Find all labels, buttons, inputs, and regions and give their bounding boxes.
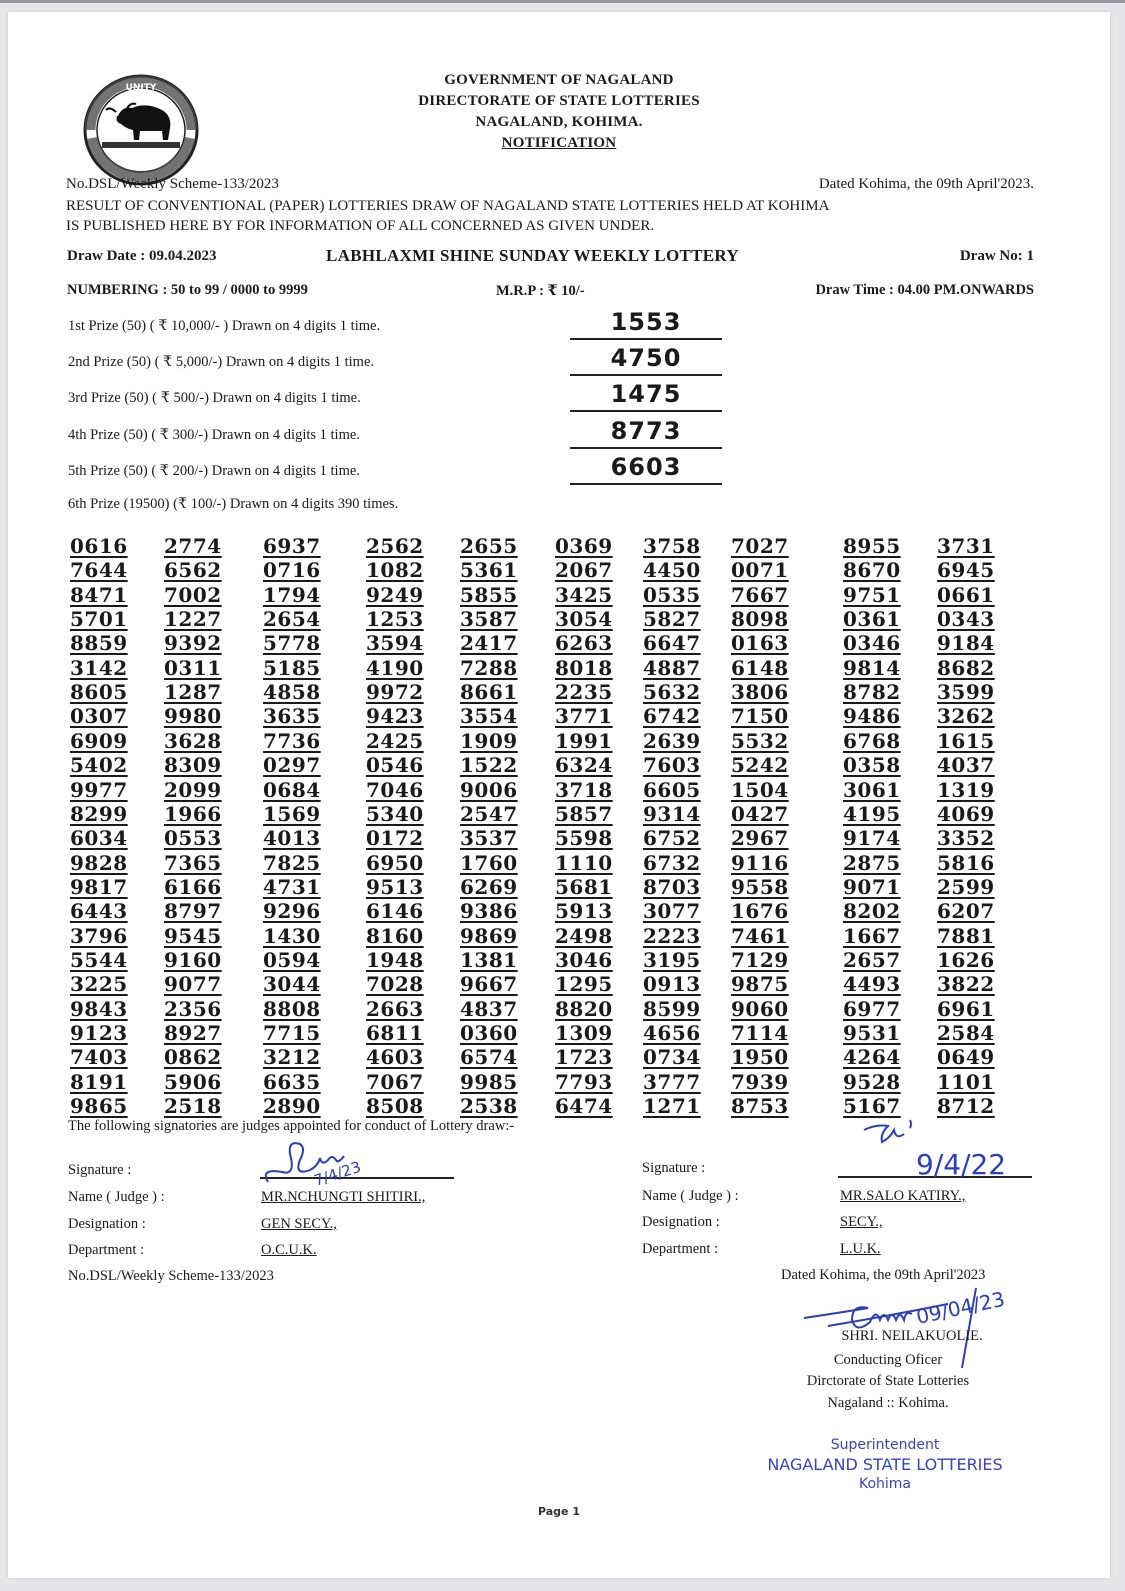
sixth-prize-number: 8955 (843, 534, 901, 558)
sixth-prize-number: 0535 (643, 582, 701, 607)
sixth-prize-number: 0862 (164, 1045, 222, 1070)
sixth-prize-number: 5167 (843, 1094, 901, 1119)
sixth-prize-number: 0358 (843, 753, 901, 778)
sixth-prize-number: 8191 (70, 1069, 128, 1094)
sixth-prize-number: 3599 (937, 680, 995, 705)
sixth-prize-number: 6263 (555, 631, 613, 656)
sixth-prize-number: 7365 (164, 850, 222, 875)
header-location: NAGALAND, KOHIMA. (475, 114, 643, 130)
sixth-prize-number: 1626 (937, 947, 995, 972)
sixth-prize-number: 8018 (555, 655, 613, 680)
sixth-prize-number: 0172 (366, 826, 424, 851)
prize-5-number: 6603 (570, 453, 722, 485)
sixth-prize-number: 0427 (731, 801, 789, 826)
sixth-prize-number: 9869 (460, 923, 518, 948)
judge-1-designation-label: Designation : (68, 1216, 146, 1232)
sixth-prize-number: 0361 (843, 607, 901, 632)
sixth-prize-number: 2875 (843, 850, 901, 875)
sixth-prize-number: 8808 (263, 996, 321, 1021)
sixth-prize-number: 3635 (263, 704, 321, 729)
sixth-prize-number: 5855 (460, 582, 518, 607)
sixth-prize-number: 5816 (937, 850, 995, 875)
sixth-prize-number: 4069 (937, 801, 995, 826)
sixth-prize-number: 6574 (460, 1045, 518, 1070)
prize-1-label: 1st Prize (50) ( ₹ 10,000/- ) Drawn on 4 digits 1 time. (68, 318, 381, 334)
sixth-prize-number: 2639 (643, 728, 701, 753)
sixth-prize-number: 2498 (555, 923, 613, 948)
sixth-prize-number: 5906 (164, 1069, 222, 1094)
sixth-prize-number: 0163 (731, 631, 789, 656)
footer-dated: Dated Kohima, the 09th April'2023 (781, 1267, 986, 1283)
sixth-prize-number: 3044 (263, 972, 321, 997)
officer-signature-date: 09/04/23 (914, 1286, 1007, 1329)
sixth-prize-number: 6207 (937, 899, 995, 924)
sixth-prize-number: 9423 (366, 704, 424, 729)
prize-3-number: 1475 (570, 380, 722, 412)
sixth-prize-number: 1110 (555, 850, 613, 875)
sixth-prize-number: 1723 (555, 1045, 613, 1070)
judge-1-signature-date: 7/4/23 (311, 1157, 364, 1190)
sixth-prize-number: 4493 (843, 972, 901, 997)
sixth-prize-number: 4037 (937, 753, 995, 778)
sixth-prize-number: 2562 (366, 534, 424, 558)
sixth-prize-number: 0343 (937, 607, 995, 632)
sixth-prize-number: 8782 (843, 680, 901, 705)
sixth-prize-number: 5632 (643, 680, 701, 705)
judge-2-department: L.U.K. (840, 1241, 881, 1257)
sixth-prize-number: 1948 (366, 947, 424, 972)
draw-time: Draw Time : 04.00 PM.ONWARDS (815, 282, 1034, 298)
sixth-prize-number: 8859 (70, 631, 128, 656)
sixth-prize-number: 0346 (843, 631, 901, 656)
sixth-prize-number: 3587 (460, 607, 518, 632)
sixth-prize-number: 0616 (70, 534, 128, 558)
sixth-prize-number: 4013 (263, 826, 321, 851)
judge-2-department-label: Department : (642, 1241, 719, 1257)
sixth-prize-number: 3054 (555, 607, 613, 632)
sixth-prize-number: 9828 (70, 850, 128, 875)
sixth-prize-number: 8309 (164, 753, 222, 778)
sixth-prize-number: 2655 (460, 534, 518, 558)
sixth-prize-number: 6324 (555, 753, 613, 778)
stamp-superintendent: Superintendent (830, 1437, 940, 1453)
sixth-prize-number: 1966 (164, 801, 222, 826)
sixth-prize-number: 8927 (164, 1021, 222, 1045)
judge-2-signature-icon (858, 1116, 1038, 1182)
window-top-edge (0, 0, 1125, 3)
sixth-prize-number: 7046 (366, 777, 424, 802)
sixth-prize-number: 1504 (731, 777, 789, 802)
sixth-prize-number: 6474 (555, 1094, 613, 1119)
sixth-prize-number: 8661 (460, 680, 518, 705)
sixth-prize-number: 9875 (731, 972, 789, 997)
intro-line-2: IS PUBLISHED HERE BY FOR INFORMATION OF ALL CONCERNED AS GIVEN UNDER. (66, 218, 655, 234)
sixth-prize-number: 7461 (731, 923, 789, 948)
sixth-prize-number: 9184 (937, 631, 995, 656)
sixth-prize-number: 5827 (643, 607, 701, 632)
sixth-prize-number: 7715 (263, 1021, 321, 1045)
sixth-prize-number: 5361 (460, 558, 518, 583)
sixth-prize-number: 8712 (937, 1094, 995, 1119)
sixth-prize-number: 2547 (460, 801, 518, 826)
sixth-prize-number: 1950 (731, 1045, 789, 1070)
sixth-prize-number: 4837 (460, 996, 518, 1021)
judge-2-signature-date: 9/4/22 (916, 1148, 1007, 1181)
sixth-prize-number: 3262 (937, 704, 995, 729)
sixth-prize-number: 2356 (164, 996, 222, 1021)
sixth-prize-number: 1101 (937, 1069, 995, 1094)
sixth-prize-number: 7825 (263, 850, 321, 875)
sixth-prize-number: 0071 (731, 558, 789, 583)
sixth-prize-number: 6909 (70, 728, 128, 753)
sixth-prize-number: 2538 (460, 1094, 518, 1119)
sixth-prize-number: 9545 (164, 923, 222, 948)
sixth-prize-number: 0716 (263, 558, 321, 583)
sixth-prize-number: 3195 (643, 947, 701, 972)
sixth-prize-number: 7028 (366, 972, 424, 997)
sixth-prize-number: 1319 (937, 777, 995, 802)
sixth-prize-number: 0311 (164, 655, 222, 680)
page-number: Page 1 (537, 1505, 580, 1518)
sixth-prize-number: 0360 (460, 1021, 518, 1045)
sixth-prize-number: 3537 (460, 826, 518, 851)
judge-1-name-label: Name ( Judge ) : (68, 1189, 165, 1205)
sixth-prize-number: 2890 (263, 1094, 321, 1119)
sixth-prize-number: 8753 (731, 1094, 789, 1119)
sixth-prize-number: 5402 (70, 753, 128, 778)
prize-1-number: 1553 (570, 308, 722, 340)
sixth-prize-number: 9123 (70, 1021, 128, 1045)
sixth-prize-number: 1082 (366, 558, 424, 583)
sixth-prize-number: 2657 (843, 947, 901, 972)
sixth-prize-number: 9751 (843, 582, 901, 607)
judge-1-department: O.C.U.K. (261, 1242, 317, 1258)
sixth-prize-number: 3425 (555, 582, 613, 607)
sixth-prize-number: 2599 (937, 874, 995, 899)
sixth-prize-number: 6950 (366, 850, 424, 875)
sixth-prize-number: 7939 (731, 1069, 789, 1094)
sixth-prize-number: 8682 (937, 655, 995, 680)
sixth-prize-number: 8202 (843, 899, 901, 924)
sixth-prize-number: 7644 (70, 558, 128, 583)
header-government: GOVERNMENT OF NAGALAND (444, 72, 674, 88)
sixth-prize-number: 6977 (843, 996, 901, 1021)
sixth-prize-number: 9977 (70, 777, 128, 802)
sixth-prize-number: 8703 (643, 874, 701, 899)
sixth-prize-number: 2425 (366, 728, 424, 753)
sixth-prize-number: 3771 (555, 704, 613, 729)
sixth-prize-number: 1676 (731, 899, 789, 924)
emblem-top-text: UNITY (125, 83, 157, 93)
judge-2-name-label: Name ( Judge ) : (642, 1188, 739, 1204)
sixth-prize-number: 5681 (555, 874, 613, 899)
sixth-prize-number: 9486 (843, 704, 901, 729)
sixth-prize-number: 2235 (555, 680, 613, 705)
sixth-prize-number: 9386 (460, 899, 518, 924)
sixth-prize-number: 3225 (70, 972, 128, 997)
officer-department: Dirctorate of State Lotteries (806, 1373, 970, 1389)
draw-date: Draw Date : 09.04.2023 (67, 248, 217, 264)
sixth-prize-number: 4887 (643, 655, 701, 680)
sixth-prize-number: 3806 (731, 680, 789, 705)
sixth-prize-number: 9972 (366, 680, 424, 705)
sixth-prize-number: 1253 (366, 607, 424, 632)
sixth-prize-number: 3077 (643, 899, 701, 924)
reference-dated: Dated Kohima, the 09th April'2023. (818, 176, 1034, 192)
sixth-prize-number: 3554 (460, 704, 518, 729)
footer-reference-number: No.DSL/Weekly Scheme-133/2023 (68, 1268, 274, 1284)
sixth-prize-number: 6605 (643, 777, 701, 802)
sixth-prize-number: 1227 (164, 607, 222, 632)
sixth-prize-number: 6148 (731, 655, 789, 680)
sixth-prize-number: 0594 (263, 947, 321, 972)
sixth-prize-number: 3628 (164, 728, 222, 753)
judge-1-name: MR.NCHUNGTI SHITIRI., (261, 1189, 426, 1205)
sixth-prize-number: 6961 (937, 996, 995, 1021)
sixth-prize-number: 9985 (460, 1069, 518, 1094)
sixth-prize-number: 4264 (843, 1045, 901, 1070)
sixth-prize-number: 9558 (731, 874, 789, 899)
sixth-prize-number: 5532 (731, 728, 789, 753)
sixth-prize-number: 9865 (70, 1094, 128, 1119)
intro-line-1: RESULT OF CONVENTIONAL (PAPER) LOTTERIES DRAW OF NAGALAND STATE LOTTERIES HELD AT KOHIMA (66, 198, 830, 214)
sixth-prize-number: 6768 (843, 728, 901, 753)
sixth-prize-number: 2654 (263, 607, 321, 632)
sixth-prize-number: 6034 (70, 826, 128, 851)
sixth-prize-number: 9667 (460, 972, 518, 997)
sixth-prize-number: 9513 (366, 874, 424, 899)
sixth-prize-number: 1271 (643, 1094, 701, 1119)
sixth-prize-number: 7067 (366, 1069, 424, 1094)
sixth-prize-number: 5778 (263, 631, 321, 656)
sixth-prize-number: 9006 (460, 777, 518, 802)
judge-2-designation-label: Designation : (642, 1214, 720, 1230)
judge-1-designation: GEN SECY., (261, 1216, 337, 1232)
sixth-prize-number: 3212 (263, 1045, 321, 1070)
sixth-prize-number: 3046 (555, 947, 613, 972)
sixth-prize-number: 7288 (460, 655, 518, 680)
sixth-prize-number: 5913 (555, 899, 613, 924)
sixth-prize-number: 9116 (731, 850, 789, 875)
sixth-prize-number: 7603 (643, 753, 701, 778)
sixth-prize-number: 5598 (555, 826, 613, 851)
sixth-prize-number: 7793 (555, 1069, 613, 1094)
sixth-prize-number: 2584 (937, 1021, 995, 1045)
sixth-prize-number: 0297 (263, 753, 321, 778)
judge-2-name: MR.SALO KATIRY., (840, 1188, 966, 1204)
sixth-prize-number: 6811 (366, 1021, 424, 1045)
sixth-prize-number: 0649 (937, 1045, 995, 1070)
sixth-prize-number: 4603 (366, 1045, 424, 1070)
prize-3-label: 3rd Prize (50) ( ₹ 500/-) Drawn on 4 digits 1 time. (68, 390, 361, 406)
header-notification: NOTIFICATION (501, 135, 617, 151)
sixth-prize-number: 7881 (937, 923, 995, 948)
sixth-prize-number: 9817 (70, 874, 128, 899)
sixth-prize-number: 2417 (460, 631, 518, 656)
sixth-prize-number: 1522 (460, 753, 518, 778)
sixth-prize-number: 8508 (366, 1094, 424, 1119)
sixth-prize-number: 6269 (460, 874, 518, 899)
sixth-prize-number: 0734 (643, 1045, 701, 1070)
prize-6-label: 6th Prize (19500) (₹ 100/-) Drawn on 4 digits 390 times. (68, 496, 399, 512)
sixth-prize-number: 7027 (731, 534, 789, 558)
sixth-prize-number: 5701 (70, 607, 128, 632)
sixth-prize-number: 9528 (843, 1069, 901, 1094)
sixth-prize-number: 2067 (555, 558, 613, 583)
sixth-prize-number: 6443 (70, 899, 128, 924)
judges-intro: The following signatories are judges appointed for conduct of Lottery draw:- (68, 1118, 515, 1134)
stamp-kohima: Kohima (858, 1476, 912, 1492)
sixth-prize-number: 6562 (164, 558, 222, 583)
sixth-prize-number: 7403 (70, 1045, 128, 1070)
sixth-prize-number: 1909 (460, 728, 518, 753)
draw-number: Draw No: 1 (959, 248, 1034, 264)
sixth-prize-number: 1615 (937, 728, 995, 753)
sixth-prize-number: 8670 (843, 558, 901, 583)
sixth-prize-number: 7129 (731, 947, 789, 972)
sixth-prize-number: 2967 (731, 826, 789, 851)
stamp-nagaland-state-lotteries: NAGALAND STATE LOTTERIES (767, 1455, 1003, 1474)
reference-number: No.DSL/Weekly Scheme-133/2023 (66, 176, 279, 192)
judge-2-designation: SECY., (840, 1214, 883, 1230)
sixth-prize-number: 3731 (937, 534, 995, 558)
sixth-prize-number: 0369 (555, 534, 613, 558)
sixth-prize-number: 0546 (366, 753, 424, 778)
sixth-prize-number: 1430 (263, 923, 321, 948)
sixth-prize-number: 6647 (643, 631, 701, 656)
sixth-prize-number: 6742 (643, 704, 701, 729)
sixth-prize-number: 9314 (643, 801, 701, 826)
sixth-prize-number: 5185 (263, 655, 321, 680)
sixth-prize-number: 4858 (263, 680, 321, 705)
sixth-prize-number: 3777 (643, 1069, 701, 1094)
sixth-prize-number: 3822 (937, 972, 995, 997)
mrp-price: M.R.P : ₹ 10/- (496, 283, 585, 299)
sixth-prize-number: 8605 (70, 680, 128, 705)
sixth-prize-number: 9392 (164, 631, 222, 656)
sixth-prize-number: 3796 (70, 923, 128, 948)
sixth-prize-number: 0661 (937, 582, 995, 607)
sixth-prize-number: 0553 (164, 826, 222, 851)
prize-4-label: 4th Prize (50) ( ₹ 300/-) Drawn on 4 digits 1 time. (68, 427, 360, 443)
sixth-prize-number: 1287 (164, 680, 222, 705)
sixth-prize-number: 1760 (460, 850, 518, 875)
sixth-prize-number: 8599 (643, 996, 701, 1021)
officer-name: SHRI. NEILAKUOLIE. (841, 1328, 983, 1344)
sixth-prize-number: 3061 (843, 777, 901, 802)
sixth-prize-number: 9174 (843, 826, 901, 851)
sixth-prize-number: 9980 (164, 704, 222, 729)
sixth-prize-number: 5242 (731, 753, 789, 778)
sixth-prize-number: 2663 (366, 996, 424, 1021)
sixth-prize-number: 7667 (731, 582, 789, 607)
sixth-prize-number: 6166 (164, 874, 222, 899)
sixth-prize-number: 6635 (263, 1069, 321, 1094)
sixth-prize-number: 9531 (843, 1021, 901, 1045)
judge-1-signature-label: Signature : (68, 1162, 132, 1178)
sixth-prize-number: 9071 (843, 874, 901, 899)
sixth-prize-number: 6937 (263, 534, 321, 558)
sixth-prize-number: 6146 (366, 899, 424, 924)
prize-4-number: 8773 (570, 417, 722, 449)
sixth-prize-number: 2774 (164, 534, 222, 558)
officer-place: Nagaland :: Kohima. (827, 1395, 949, 1411)
sixth-prize-number: 3594 (366, 631, 424, 656)
sixth-prize-number: 1569 (263, 801, 321, 826)
sixth-prize-number: 9060 (731, 996, 789, 1021)
prize-2-label: 2nd Prize (50) ( ₹ 5,000/-) Drawn on 4 digits 1 time. (68, 354, 375, 370)
lottery-title: LABHLAXMI SHINE SUNDAY WEEKLY LOTTERY (326, 246, 739, 265)
sixth-prize-number: 3352 (937, 826, 995, 851)
officer-title: Conducting Oficer (833, 1352, 943, 1368)
sixth-prize-number: 9160 (164, 947, 222, 972)
sixth-prize-number: 8797 (164, 899, 222, 924)
judge-1-department-label: Department : (68, 1242, 145, 1258)
sixth-prize-number: 9296 (263, 899, 321, 924)
sixth-prize-number: 8471 (70, 582, 128, 607)
sixth-prize-number: 2518 (164, 1094, 222, 1119)
sixth-prize-number: 9814 (843, 655, 901, 680)
sixth-prize-number: 8820 (555, 996, 613, 1021)
sixth-prize-number: 7114 (731, 1021, 789, 1045)
sixth-prize-number: 8098 (731, 607, 789, 632)
sixth-prize-number: 5544 (70, 947, 128, 972)
sixth-prize-number: 1991 (555, 728, 613, 753)
sixth-prize-number: 8299 (70, 801, 128, 826)
sixth-prize-number: 4450 (643, 558, 701, 583)
numbering-range: NUMBERING : 50 to 99 / 0000 to 9999 (67, 282, 308, 298)
header-directorate: DIRECTORATE OF STATE LOTTERIES (418, 93, 700, 109)
sixth-prize-number: 9077 (164, 972, 222, 997)
sixth-prize-number: 1309 (555, 1021, 613, 1045)
sixth-prize-number: 6732 (643, 850, 701, 875)
document-header (8, 70, 1110, 154)
sixth-prize-number: 0913 (643, 972, 701, 997)
sixth-prize-number: 5857 (555, 801, 613, 826)
sixth-prize-number: 2223 (643, 923, 701, 948)
sixth-prize-number: 9843 (70, 996, 128, 1021)
sixth-prize-number: 9249 (366, 582, 424, 607)
sixth-prize-number: 6752 (643, 826, 701, 851)
sixth-prize-number: 4195 (843, 801, 901, 826)
sixth-prize-number: 6945 (937, 558, 995, 583)
sixth-prize-number: 4190 (366, 655, 424, 680)
document-page (8, 12, 1110, 1578)
judge-2-signature-label: Signature : (642, 1160, 706, 1176)
sixth-prize-number: 4731 (263, 874, 321, 899)
sixth-prize-number: 3718 (555, 777, 613, 802)
sixth-prize-number: 5340 (366, 801, 424, 826)
prize-5-label: 5th Prize (50) ( ₹ 200/-) Drawn on 4 digits 1 time. (68, 463, 360, 479)
prize-2-number: 4750 (570, 344, 722, 376)
sixth-prize-number: 7002 (164, 582, 222, 607)
sixth-prize-number: 0684 (263, 777, 321, 802)
sixth-prize-number: 1667 (843, 923, 901, 948)
sixth-prize-number: 7150 (731, 704, 789, 729)
sixth-prize-number: 4656 (643, 1021, 701, 1045)
sixth-prize-number: 1794 (263, 582, 321, 607)
sixth-prize-number: 3758 (643, 534, 701, 558)
sixth-prize-number: 8160 (366, 923, 424, 948)
sixth-prize-number: 0307 (70, 704, 128, 729)
sixth-prize-number: 2099 (164, 777, 222, 802)
sixth-prize-number: 7736 (263, 728, 321, 753)
sixth-prize-number: 1295 (555, 972, 613, 997)
sixth-prize-number: 3142 (70, 655, 128, 680)
sixth-prize-number: 1381 (460, 947, 518, 972)
